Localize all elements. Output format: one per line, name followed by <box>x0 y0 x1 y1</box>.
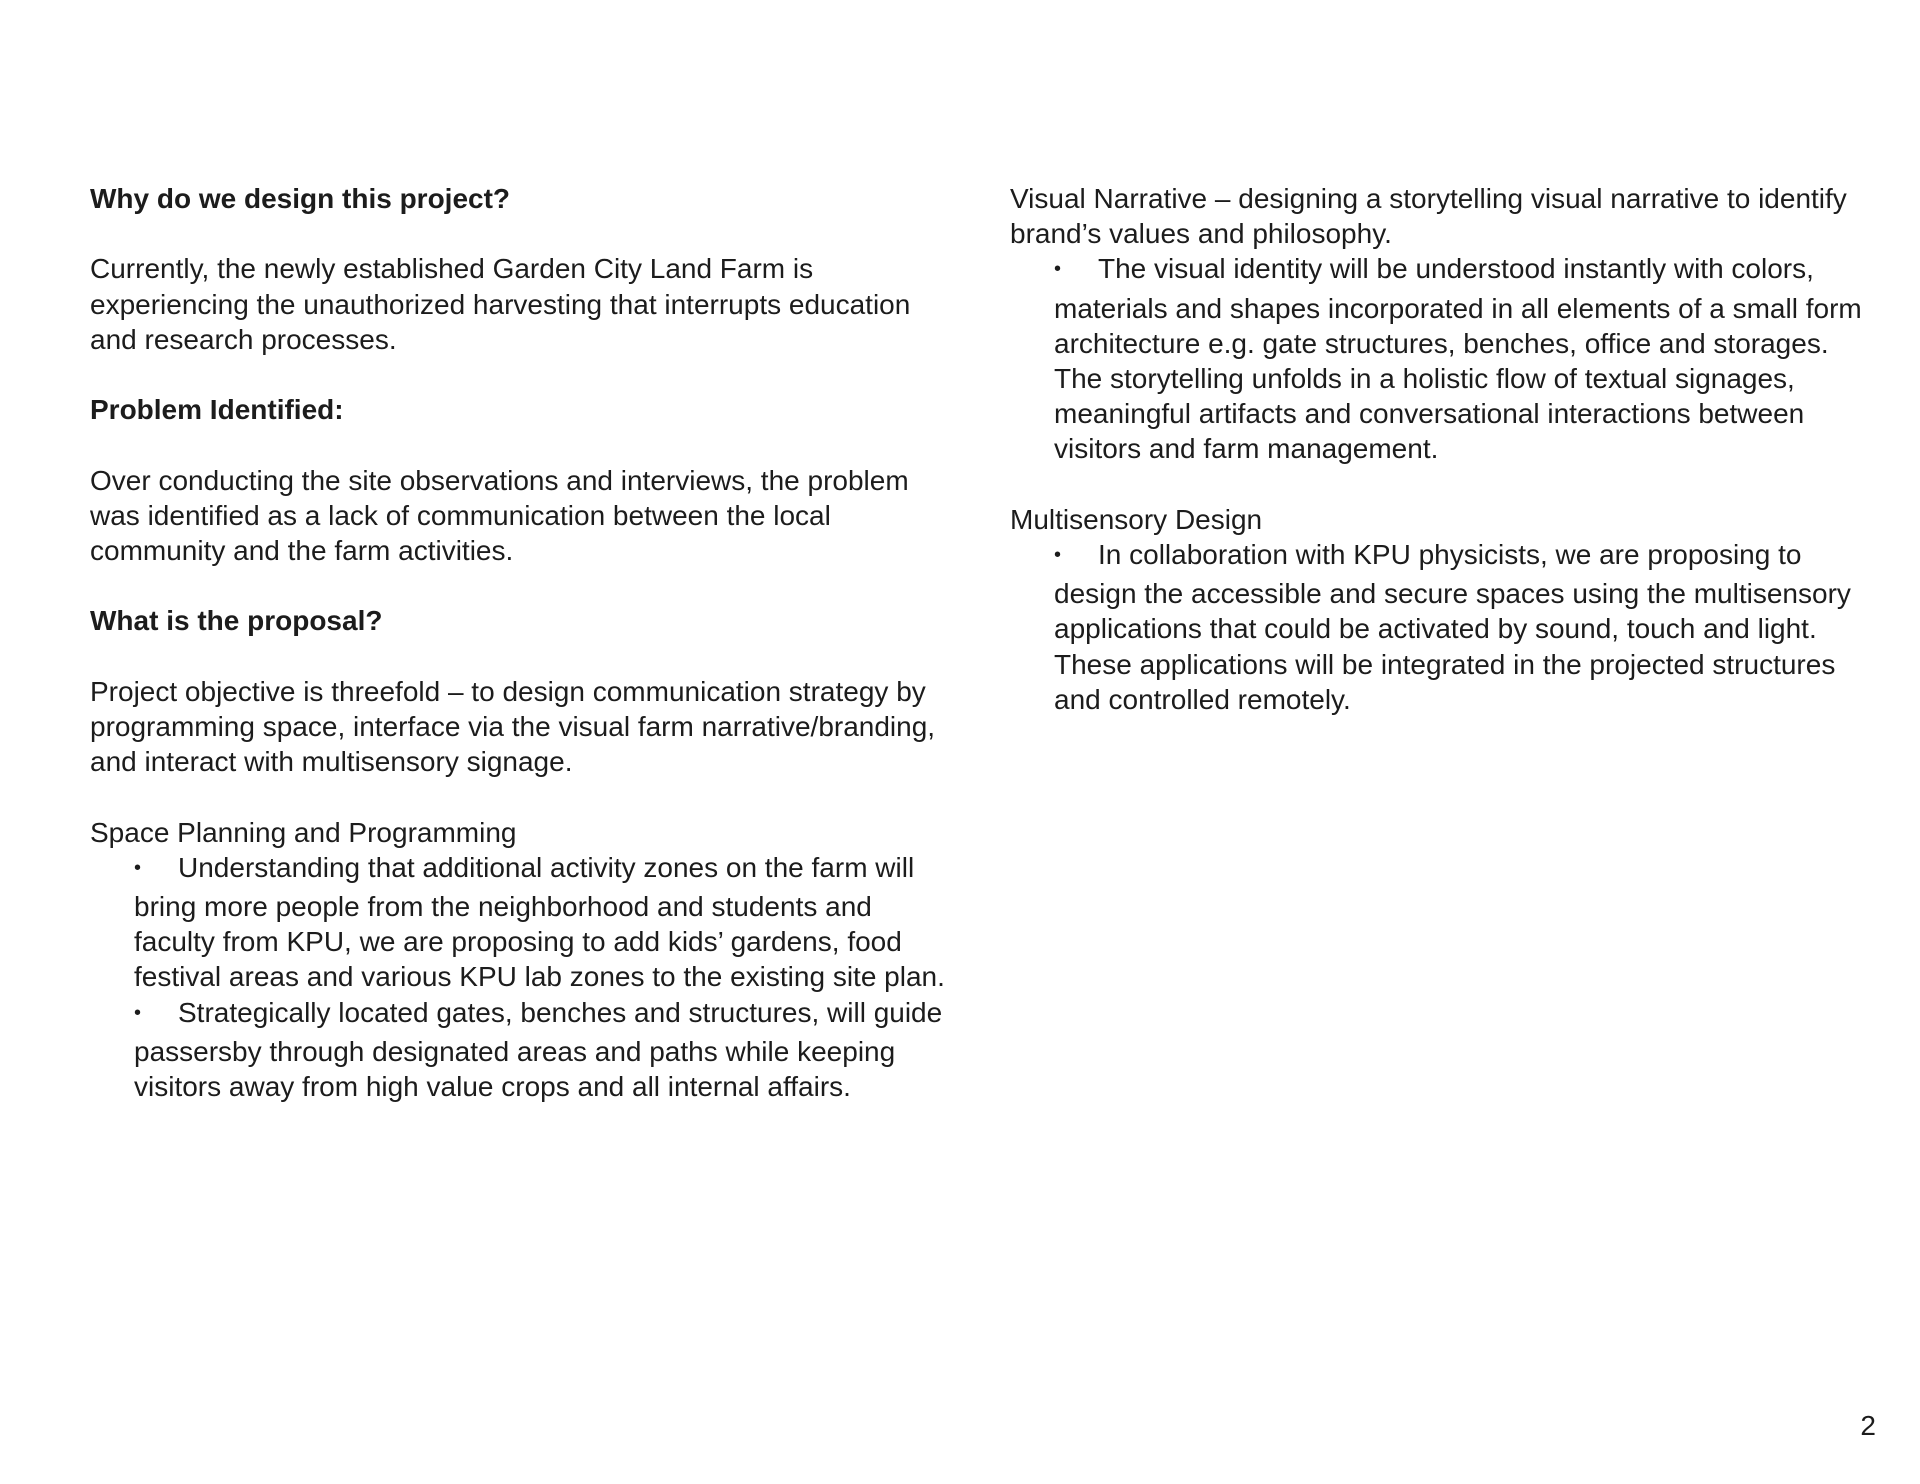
visual-narrative-list <box>1010 251 1880 466</box>
bullet-text: Understanding that additional activity zones on the farm will bring more people from the neighborhood and students and faculty from KPU, we are proposing to add kids’ gardens, food festival areas and various KPU lab zones to the existing site plan. <box>134 851 945 993</box>
right-column <box>1010 181 1880 717</box>
problem-heading: Problem Identified: <box>90 394 344 426</box>
problem-text: Over conducting the site observations and interviews, the problem was identified as a lack of communication between the local community and the farm activities. <box>90 464 909 566</box>
bullet-icon <box>134 995 178 1034</box>
multisensory-list <box>1010 537 1880 717</box>
visual-narrative-intro-text: – designing a storytelling visual narrative to identify brand’s values and philosophy. <box>1010 183 1847 250</box>
visual-narrative-intro <box>1010 181 1880 251</box>
why-design-heading: Why do we design this project? <box>90 183 511 214</box>
bullet-icon <box>1054 537 1098 576</box>
bullet-text: The visual identity will be understood instantly with colors, materials and shapes incorporated in all elements of a small form architecture e.g. gate structures, benches, office and storages. The storytelling unfolds in a holistic flow of textual signages, meaningful artifacts and conversational interactions between visitors and farm management. <box>1054 253 1862 465</box>
bullet-icon <box>134 850 178 889</box>
why-design-text: Currently, the newly established Garden City Land Farm is experiencing the unauthorized harvesting that interrupts education and research processes. <box>90 253 911 355</box>
bullet-text: In collaboration with KPU physicists, we are proposing to design the accessible and secure spaces using the multisensory applications that could be activated by sound, touch and light. These applications will be integrated in the projected structures and controlled remotely. <box>1054 539 1851 715</box>
space-planning-list <box>90 850 950 1104</box>
bullet-icon <box>1054 251 1098 290</box>
left-column <box>90 181 950 1104</box>
list-item <box>134 850 950 995</box>
page-number: 2 <box>1860 1410 1876 1441</box>
multisensory-title: Multisensory Design <box>1010 503 1263 535</box>
space-planning-title: Space Planning and Programming <box>90 816 517 848</box>
list-item <box>134 995 950 1105</box>
visual-narrative-title: Visual Narrative <box>1010 183 1208 214</box>
list-item <box>1054 537 1880 717</box>
list-item <box>1054 251 1880 466</box>
bullet-text: Strategically located gates, benches and structures, will guide passersby through designated areas and paths while keeping visitors away from high value crops and all internal affairs. <box>134 996 943 1102</box>
proposal-text: Project objective is threefold – to design communication strategy by programming space, interface via the visual farm narrative/branding, and interact with multisensory signage. <box>90 675 936 778</box>
proposal-heading: What is the proposal? <box>90 605 383 637</box>
